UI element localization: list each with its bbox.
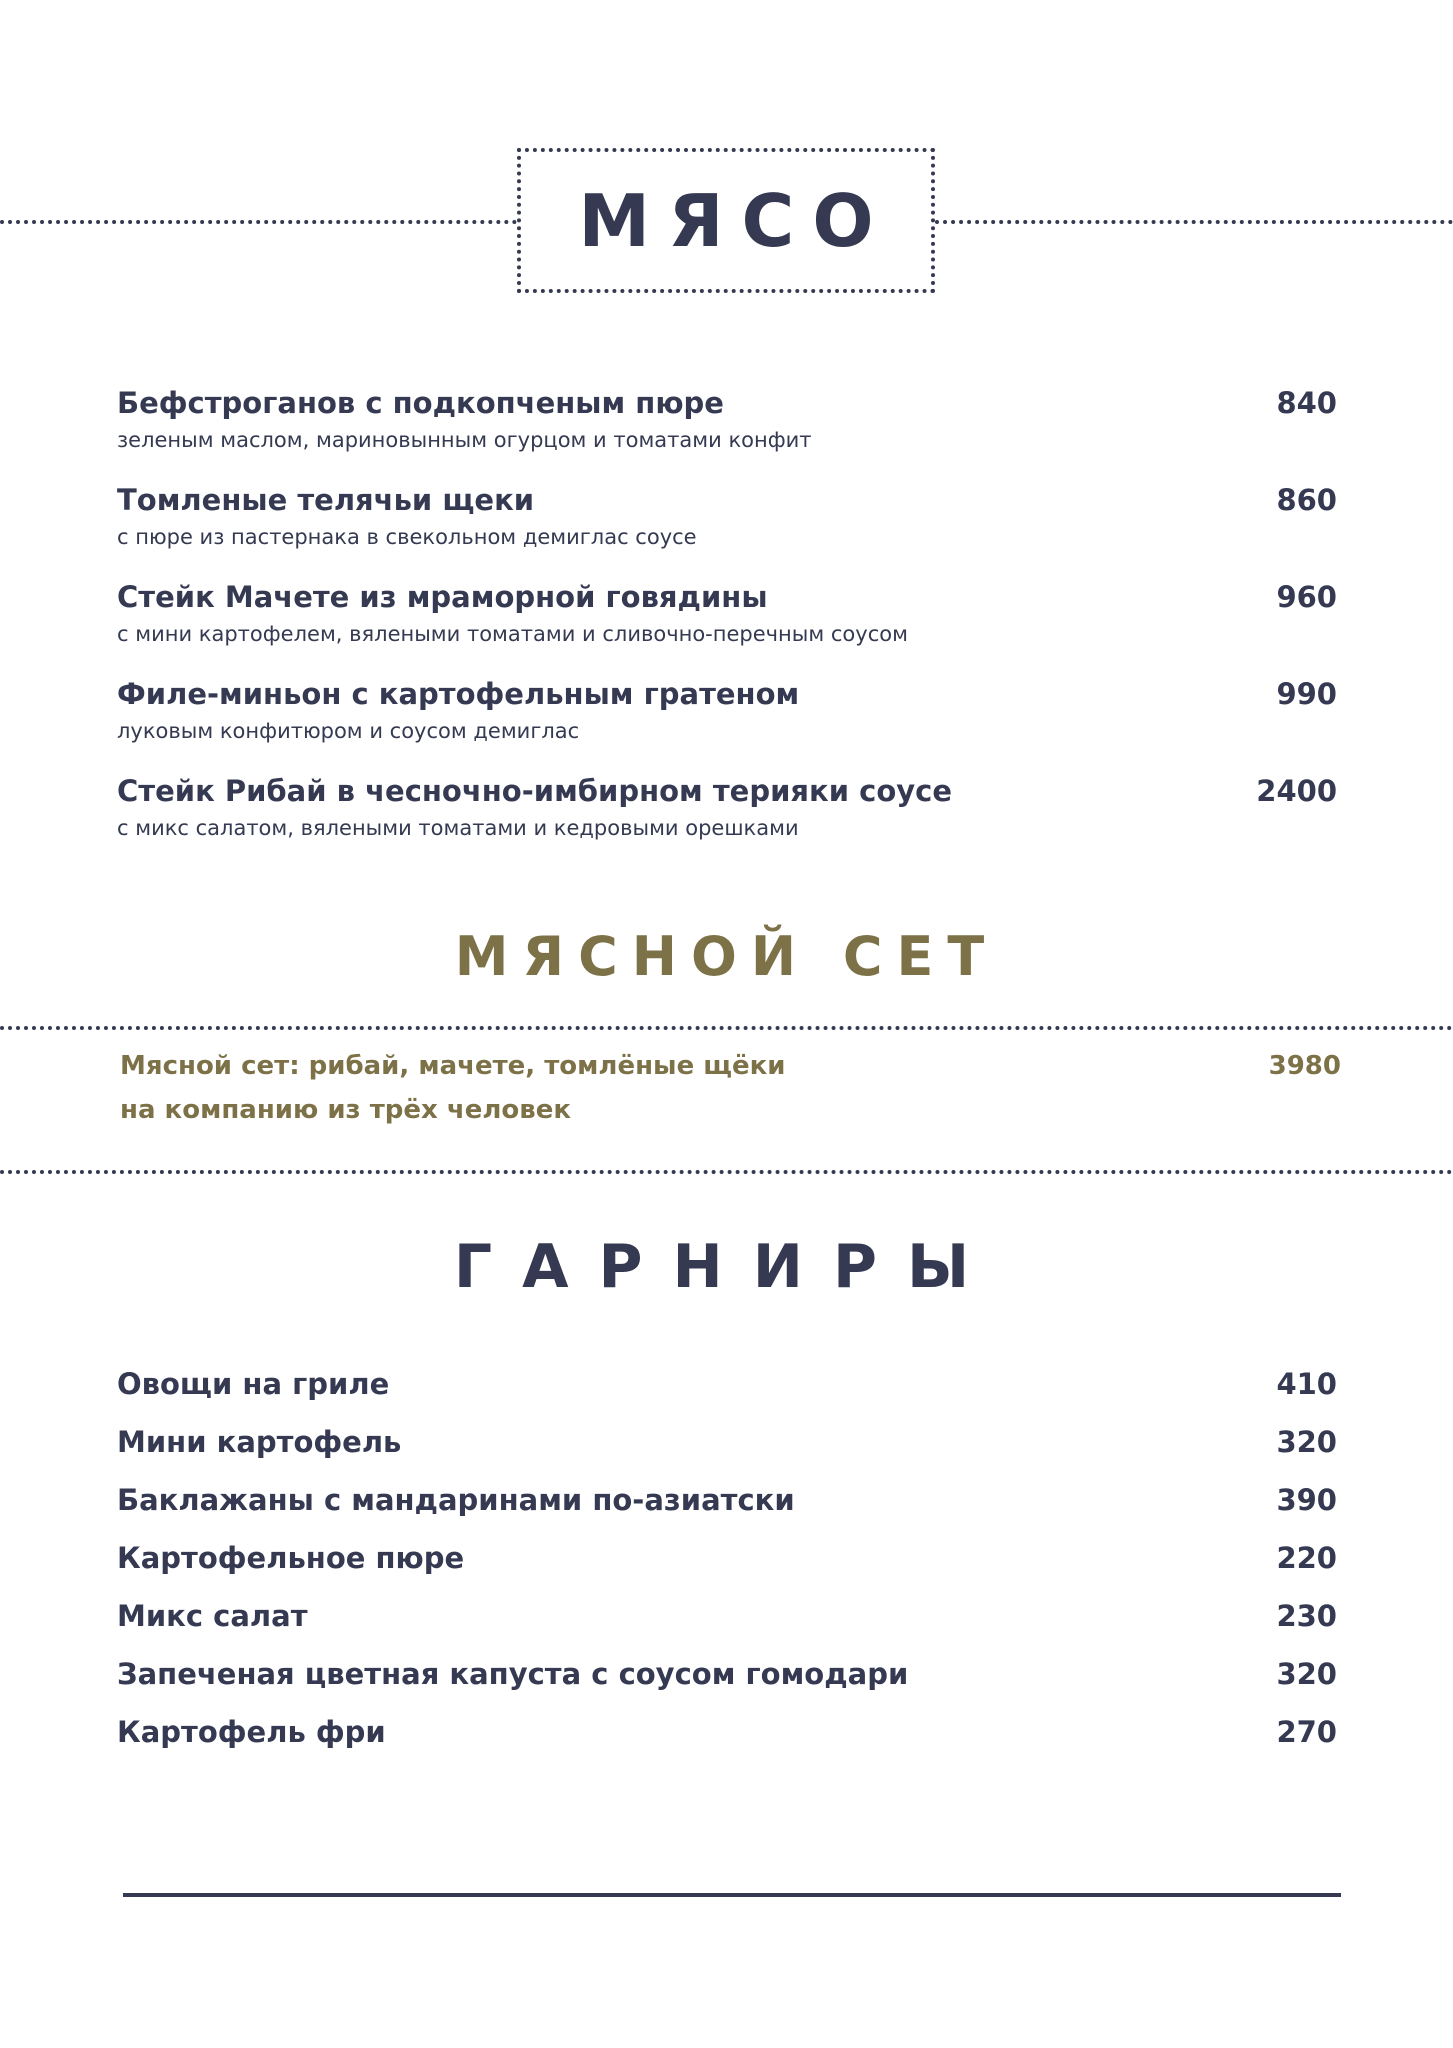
- side-item-name: Микс салат: [117, 1599, 308, 1633]
- meat-item: [117, 580, 1337, 646]
- side-item-name: Запеченая цветная капуста с соусом гомодари: [117, 1657, 909, 1691]
- side-item-price: 320: [1276, 1657, 1337, 1691]
- meat-item-name: Бефстроганов с подкопченым пюре: [117, 386, 724, 420]
- side-item-price: 270: [1276, 1715, 1337, 1749]
- side-item-price: 410: [1276, 1367, 1337, 1401]
- meat-item-name: Филе-миньон с картофельным гратеном: [117, 677, 800, 711]
- side-item-name: Овощи на гриле: [117, 1367, 390, 1401]
- title-right-dotted-rule: [935, 220, 1453, 224]
- meat-item-price: 840: [1276, 386, 1337, 420]
- side-item-price: 220: [1276, 1541, 1337, 1575]
- meat-item-description: луковым конфитюром и соусом демиглас: [117, 719, 580, 743]
- side-item: [117, 1483, 1337, 1541]
- meat-set-price: 3980: [1268, 1051, 1341, 1081]
- sides-list: [117, 1367, 1337, 1773]
- meat-set-subtitle: на компанию из трёх человек: [120, 1095, 571, 1125]
- sides-section-title: ГАРНИРЫ: [453, 1232, 1000, 1302]
- side-item-name: Картофельное пюре: [117, 1541, 465, 1575]
- side-item: [117, 1657, 1337, 1715]
- side-item: [117, 1599, 1337, 1657]
- side-item-price: 390: [1276, 1483, 1337, 1517]
- meat-section-title: МЯСО: [578, 178, 892, 263]
- meat-item-price: 860: [1276, 483, 1337, 517]
- meat-title-frame: [517, 148, 935, 293]
- side-item-name: Мини картофель: [117, 1425, 402, 1459]
- meat-item-name: Томленые телячьи щеки: [117, 483, 535, 517]
- meat-set-item: [120, 1051, 1341, 1125]
- meat-item: [117, 386, 1337, 452]
- side-item-name: Баклажаны с мандаринами по-азиатски: [117, 1483, 795, 1517]
- meat-set-section-title: МЯСНОЙ СЕТ: [454, 925, 999, 988]
- meat-item-description: с пюре из пастернака в свекольном демиглас соусе: [117, 525, 697, 549]
- side-item: [117, 1425, 1337, 1483]
- meat-item: [117, 774, 1337, 840]
- meat-item-description: зеленым маслом, мариновынным огурцом и томатами конфит: [117, 428, 812, 452]
- meat-item-description: с микс салатом, вялеными томатами и кедровыми орешками: [117, 816, 799, 840]
- bottom-solid-rule: [123, 1893, 1341, 1897]
- meat-item-name: Стейк Рибай в чесночно-имбирном терияки соусе: [117, 774, 953, 808]
- meat-item-price: 960: [1276, 580, 1337, 614]
- meat-set-name: Мясной сет: рибай, мачете, томлёные щёки: [120, 1051, 786, 1081]
- side-item: [117, 1715, 1337, 1773]
- side-item: [117, 1367, 1337, 1425]
- meat-item: [117, 483, 1337, 549]
- meat-item-description: с мини картофелем, вялеными томатами и сливочно-перечным соусом: [117, 622, 908, 646]
- side-item-name: Картофель фри: [117, 1715, 386, 1749]
- meat-set-bottom-dotted-rule: [0, 1170, 1453, 1174]
- meat-item-name: Стейк Мачете из мраморной говядины: [117, 580, 768, 614]
- meat-set-top-dotted-rule: [0, 1026, 1453, 1030]
- side-item-price: 230: [1276, 1599, 1337, 1633]
- title-left-dotted-rule: [0, 220, 517, 224]
- meat-item-price: 2400: [1256, 774, 1337, 808]
- side-item: [117, 1541, 1337, 1599]
- side-item-price: 320: [1276, 1425, 1337, 1459]
- meat-item: [117, 677, 1337, 743]
- meat-item-price: 990: [1276, 677, 1337, 711]
